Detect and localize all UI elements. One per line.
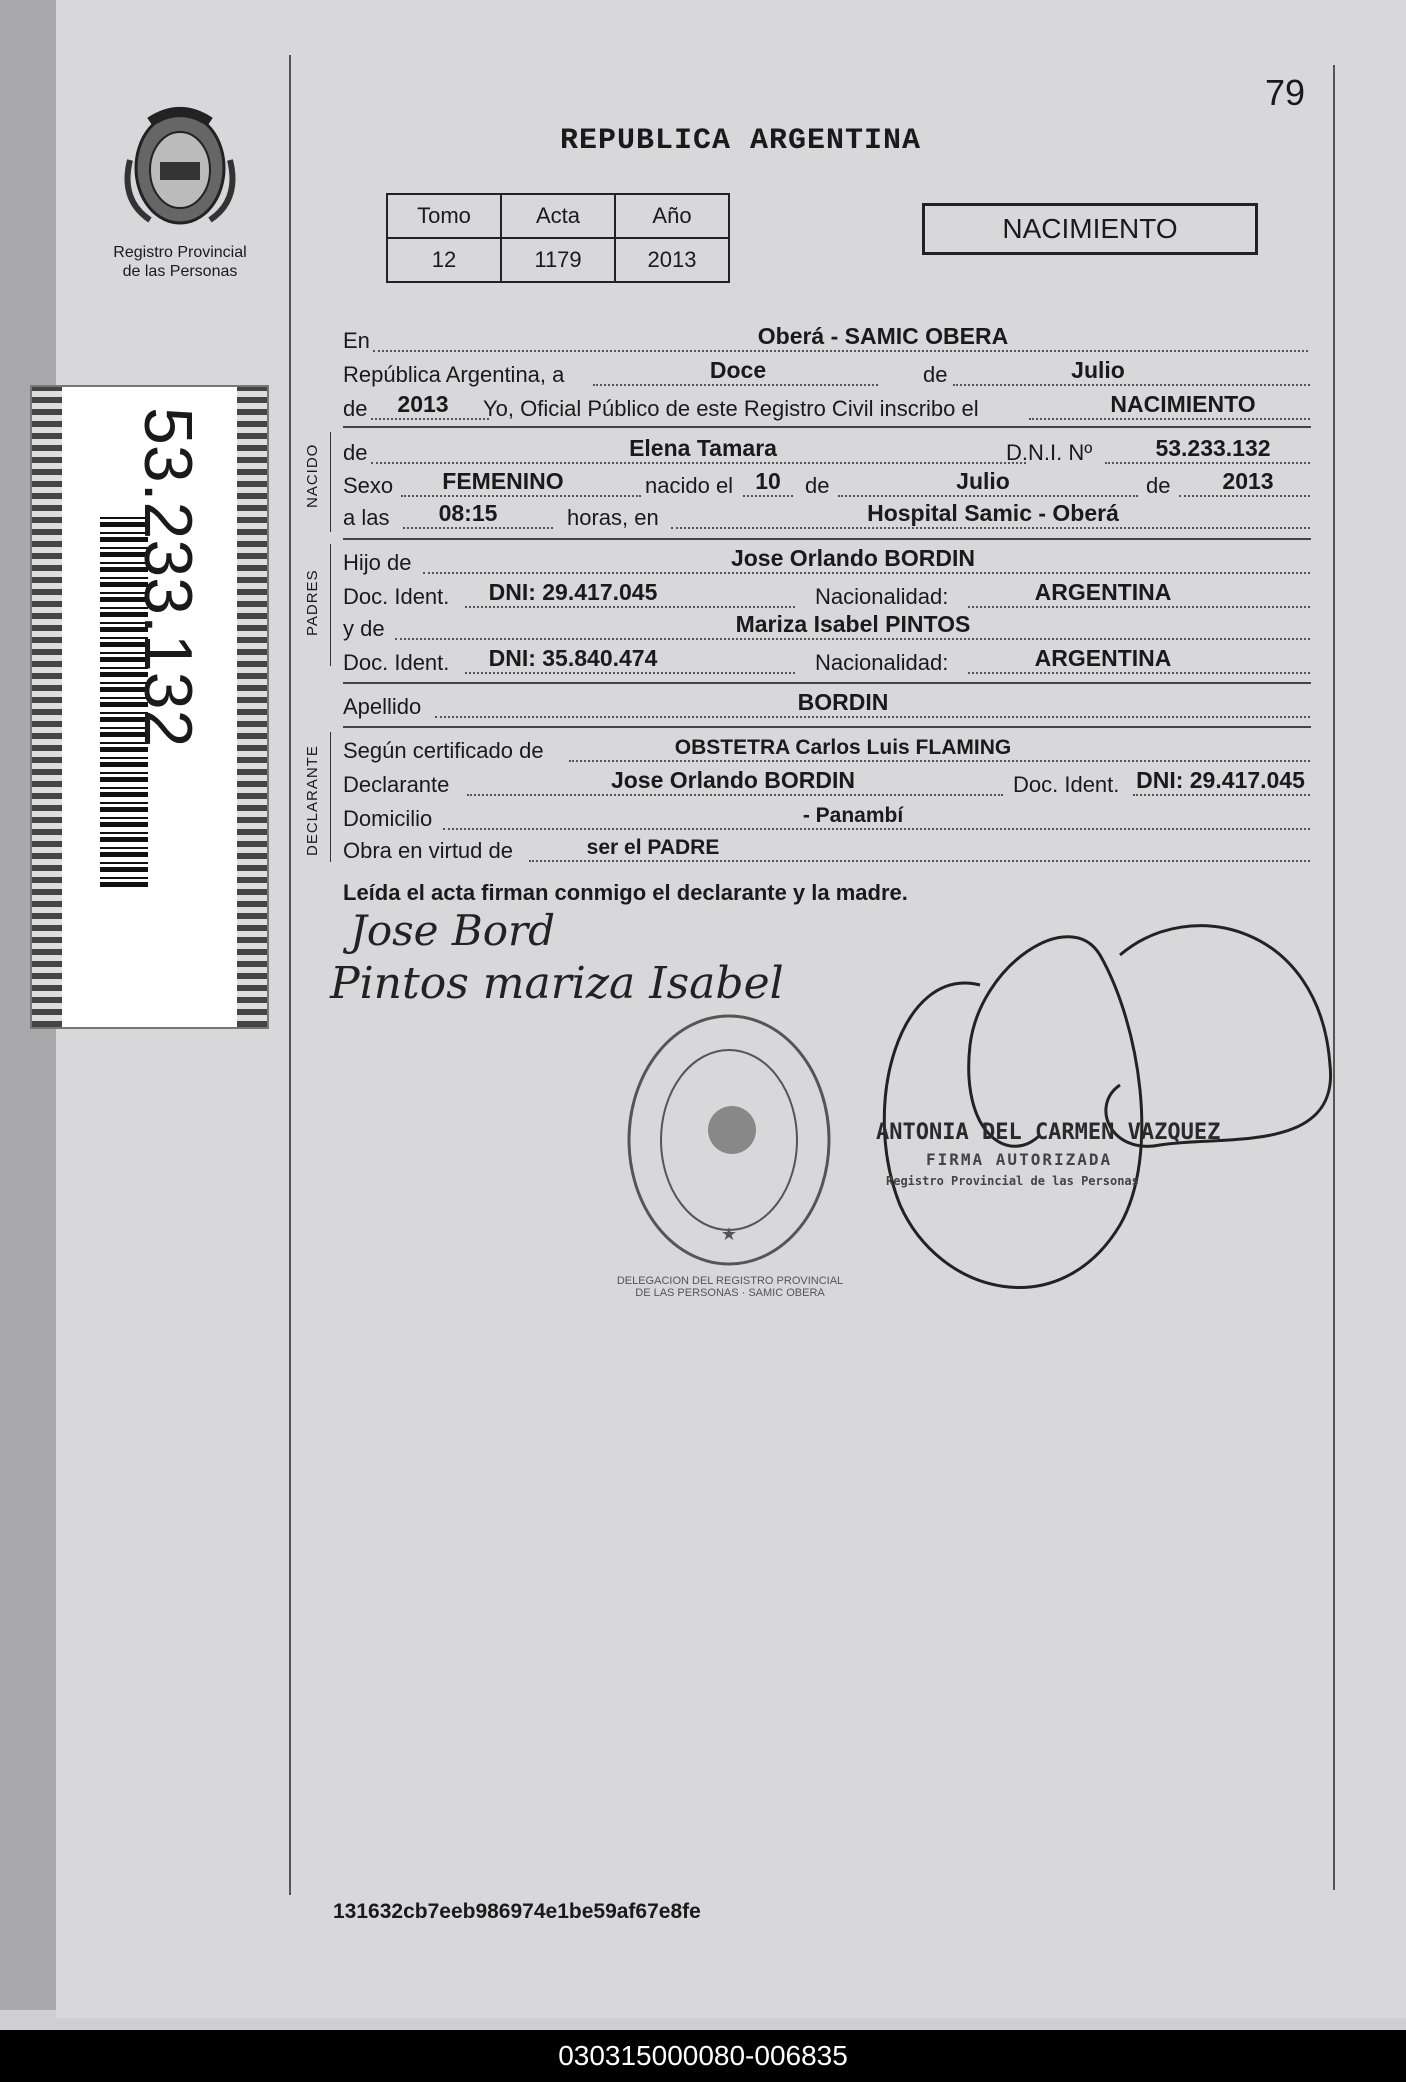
- label-en: En: [343, 328, 370, 353]
- line-oficial: [343, 390, 1310, 424]
- side-rule: [330, 432, 331, 532]
- dotted-line: [403, 527, 553, 529]
- label-doc-ident: Doc. Ident.: [1013, 772, 1120, 797]
- separator: [343, 682, 1311, 684]
- label-de4: de: [1146, 473, 1171, 498]
- registry-caption-line-1: Registro Provincial: [113, 244, 247, 261]
- value-month: Julio: [1071, 357, 1125, 383]
- dotted-line: [968, 606, 1310, 608]
- page-number: 79: [1265, 72, 1306, 113]
- barcode-label: [30, 385, 269, 1029]
- value-apellido: BORDIN: [797, 689, 889, 715]
- label-segun: Según certificado de: [343, 738, 544, 763]
- label-nacionalidad: Nacionalidad:: [815, 584, 949, 609]
- side-rule: [330, 732, 331, 862]
- value-act-type: NACIMIENTO: [1110, 391, 1256, 417]
- dotted-line: [373, 350, 1308, 352]
- value-acta: 1179: [501, 238, 615, 282]
- registry-caption-line-2: de las Personas: [122, 263, 238, 280]
- value-tomo: 12: [387, 238, 501, 282]
- value-place-of-registry: Oberá - SAMIC OBERA: [757, 323, 1009, 349]
- label-dni: D.N.I. Nº: [1006, 440, 1093, 465]
- side-rule: [330, 544, 331, 666]
- label-de: de: [923, 362, 948, 387]
- dotted-line: [1029, 418, 1310, 420]
- separator: [343, 426, 1311, 428]
- line-obra: [343, 832, 1310, 866]
- line-en: [343, 322, 1310, 356]
- value-father-doc: DNI: 29.417.045: [488, 579, 658, 605]
- label-apellido: Apellido: [343, 694, 422, 719]
- label-declarante: Declarante: [343, 772, 450, 797]
- value-birth-hour: 08:15: [438, 500, 498, 526]
- record-index-table: [386, 193, 730, 283]
- value-child-dni: 53.233.132: [1155, 435, 1271, 461]
- label-obra: Obra en virtud de: [343, 838, 513, 863]
- side-label-nacido: NACIDO: [304, 443, 321, 508]
- value-birth-day: 10: [755, 468, 781, 494]
- dotted-line: [435, 716, 1310, 718]
- official-org-stamp: Registro Provincial de las Personas: [886, 1174, 1139, 1188]
- line-y-de: [343, 610, 1310, 644]
- dotted-line: [671, 527, 1310, 529]
- footer-code: 030315000080-006835: [0, 2030, 1406, 2082]
- value-domicilio: - Panambí: [802, 804, 904, 827]
- dotted-line: [423, 572, 1310, 574]
- misiones-coat-of-arms-icon: [120, 100, 240, 240]
- dotted-line: [953, 384, 1310, 386]
- dotted-line: [593, 384, 878, 386]
- dotted-line: [569, 760, 1310, 762]
- label-y-de: y de: [343, 616, 385, 641]
- barcode-number: 53.233.132: [130, 407, 206, 748]
- signature-mother: Pintos mariza Isabel: [330, 958, 784, 1009]
- value-birth-place: Hospital Samic - Oberá: [867, 500, 1119, 526]
- barcode-number-wrapper: [130, 407, 207, 1007]
- tag-pattern-left: [32, 387, 62, 1027]
- header-tomo: Tomo: [387, 194, 501, 238]
- value-anio: 2013: [615, 238, 729, 282]
- label-a-las: a las: [343, 505, 390, 530]
- document-hash: 131632cb7eeb986974e1be59af67e8fe: [333, 1900, 701, 1923]
- round-registry-stamp-icon: [624, 1010, 834, 1270]
- value-certificate: OBSTETRA Carlos Luis FLAMING: [674, 736, 1012, 759]
- line-hijo-de: [343, 544, 1310, 578]
- side-label-padres: PADRES: [304, 569, 321, 636]
- label-sexo: Sexo: [343, 473, 394, 498]
- official-role-stamp: FIRMA AUTORIZADA: [926, 1150, 1113, 1169]
- left-margin-rule: [289, 55, 291, 1895]
- dotted-line: [529, 860, 1310, 862]
- signature-declarante: Jose Bord: [350, 906, 555, 955]
- value-day-words: Doce: [709, 357, 767, 383]
- label-horas-en: horas, en: [567, 505, 659, 530]
- dotted-line: [371, 418, 489, 420]
- dotted-line: [371, 462, 1026, 464]
- header-anio: Año: [615, 194, 729, 238]
- line-mother-doc: [343, 644, 1310, 678]
- value-year: 2013: [397, 391, 449, 417]
- record-index-value-row: [387, 238, 729, 282]
- dotted-line: [443, 828, 1310, 830]
- record-type-box: NACIMIENTO: [922, 203, 1258, 255]
- value-sexo: FEMENINO: [442, 468, 564, 494]
- value-mother-nationality: ARGENTINA: [1034, 645, 1172, 671]
- label-oficial: Yo, Oficial Público de este Registro Civil inscribo el: [483, 396, 979, 421]
- label-nacionalidad: Nacionalidad:: [815, 650, 949, 675]
- document-title: REPUBLICA ARGENTINA: [560, 124, 922, 158]
- line-segun: [343, 732, 1310, 766]
- line-sexo: [343, 467, 1310, 501]
- label-hijo-de: Hijo de: [343, 550, 412, 575]
- round-stamp-text: DELEGACION DEL REGISTRO PROVINCIAL DE LAS PERSONAS · SAMIC OBERA: [616, 1275, 844, 1299]
- dotted-line: [838, 495, 1138, 497]
- value-declarante-name: Jose Orlando BORDIN: [610, 767, 856, 793]
- label-republica: República Argentina, a: [343, 362, 565, 387]
- value-child-name: Elena Tamara: [629, 435, 777, 461]
- dotted-line: [467, 794, 1003, 796]
- line-hora: [343, 499, 1310, 533]
- value-obra: ser el PADRE: [586, 836, 720, 859]
- line-republica: [343, 356, 1310, 390]
- dotted-line: [401, 495, 641, 497]
- value-father-nationality: ARGENTINA: [1034, 579, 1172, 605]
- registry-caption: [100, 243, 260, 281]
- dotted-line: [395, 638, 1310, 640]
- line-father-doc: [343, 578, 1310, 612]
- line-name: [343, 434, 1310, 468]
- value-mother-doc: DNI: 35.840.474: [488, 645, 658, 671]
- separator: [343, 538, 1311, 540]
- dotted-line: [1179, 495, 1310, 497]
- svg-text:★: ★: [720, 1224, 738, 1245]
- closing-statement: Leída el acta firman conmigo el declarante y la madre.: [343, 880, 908, 905]
- label-nacido-el: nacido el: [645, 473, 734, 498]
- dotted-line: [968, 672, 1310, 674]
- value-mother-name: Mariza Isabel PINTOS: [735, 611, 971, 637]
- value-declarante-doc: DNI: 29.417.045: [1136, 767, 1305, 793]
- line-domicilio: [343, 800, 1310, 834]
- label-doc-ident: Doc. Ident.: [343, 650, 450, 675]
- label-domicilio: Domicilio: [343, 806, 433, 831]
- dotted-line: [1105, 462, 1310, 464]
- record-index-header-row: [387, 194, 729, 238]
- dotted-line: [465, 606, 795, 608]
- label-de3: de: [805, 473, 830, 498]
- value-birth-year: 2013: [1222, 468, 1274, 494]
- dotted-line: [743, 495, 793, 497]
- label-name-de: de: [343, 440, 368, 465]
- dotted-line: [1133, 794, 1310, 796]
- label-de2: de: [343, 396, 368, 421]
- official-name-stamp: ANTONIA DEL CARMEN VAZQUEZ: [876, 1120, 1221, 1145]
- tag-pattern-right: [237, 387, 267, 1027]
- dotted-line: [465, 672, 795, 674]
- value-birth-month: Julio: [956, 468, 1010, 494]
- value-father-name: Jose Orlando BORDIN: [730, 545, 976, 571]
- side-label-declarante: DECLARANTE: [304, 745, 321, 856]
- line-apellido: [343, 688, 1310, 722]
- label-doc-ident: Doc. Ident.: [343, 584, 450, 609]
- separator: [343, 726, 1311, 728]
- line-declarante: [343, 766, 1310, 800]
- header-acta: Acta: [501, 194, 615, 238]
